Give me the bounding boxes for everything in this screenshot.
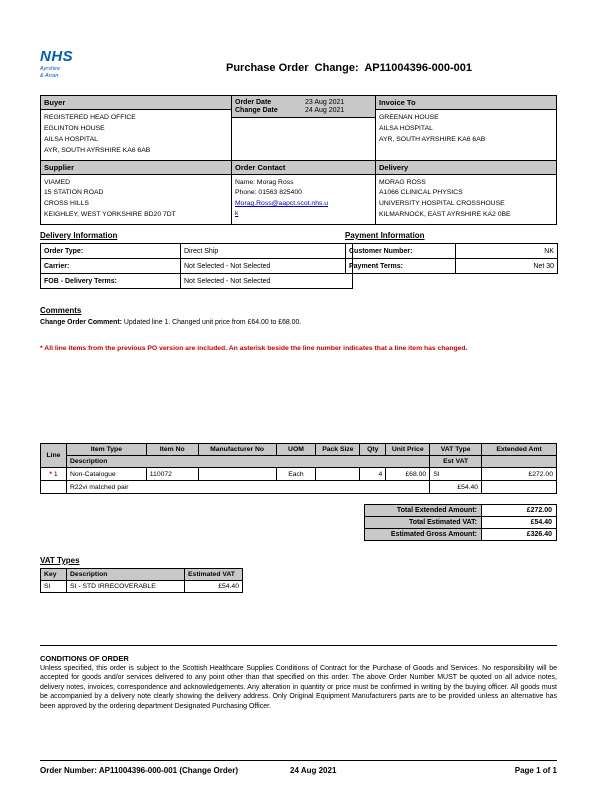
vat-key-cell: SI bbox=[41, 581, 67, 593]
pack-size-cell bbox=[316, 468, 360, 481]
vat-types-title: VAT Types bbox=[40, 556, 80, 565]
total-extended-label: Total Extended Amount: bbox=[364, 504, 482, 517]
vat-types-row bbox=[41, 581, 243, 593]
change-order-comment bbox=[40, 319, 557, 326]
col-header-est-vat: Est VAT bbox=[430, 456, 482, 468]
item-no-cell: 110072 bbox=[146, 468, 198, 481]
invoice-address-line: GREENAN HOUSE bbox=[379, 114, 439, 121]
order-date-label: Order Date bbox=[235, 99, 272, 106]
order-date-row bbox=[235, 99, 372, 106]
fob-terms-value: Not Selected - Not Selected bbox=[181, 274, 353, 289]
order-contact-details bbox=[232, 175, 375, 225]
qty-cell: 4 bbox=[360, 468, 386, 481]
vat-description-cell: SI - STD IRRECOVERABLE bbox=[67, 581, 185, 593]
extended-amt-cell: £272.00 bbox=[482, 468, 557, 481]
invoice-to-address bbox=[376, 110, 556, 160]
item-description-cell: R22vi matched pair bbox=[66, 481, 429, 494]
supplier-address-line: CROSS HILLS bbox=[44, 200, 89, 208]
totals-block bbox=[364, 505, 557, 541]
est-vat-cell: £54.40 bbox=[430, 481, 482, 494]
vat-key-header: Key bbox=[41, 569, 67, 581]
delivery-address-line: MORAG ROSS bbox=[379, 178, 426, 186]
col-header-uom: UOM bbox=[276, 444, 316, 456]
col-header-item-no: Item No bbox=[146, 444, 198, 456]
vat-types-table bbox=[40, 568, 243, 593]
delivery-info-row bbox=[41, 244, 353, 259]
estimated-gross-value: £326.40 bbox=[482, 528, 557, 541]
change-date-value: 24 Aug 2021 bbox=[305, 107, 345, 114]
section-divider bbox=[40, 645, 557, 646]
supplier-header: Supplier bbox=[41, 161, 231, 175]
payment-information-title: Payment Information bbox=[345, 231, 425, 240]
item-description-row bbox=[41, 481, 557, 494]
contact-name: Name: Morag Ross bbox=[235, 178, 294, 186]
vat-estimated-cell: £54.40 bbox=[185, 581, 243, 593]
dates-column bbox=[231, 96, 376, 160]
uom-cell: Each bbox=[276, 468, 316, 481]
buyer-header: Buyer bbox=[41, 96, 231, 110]
dates-column-spacer bbox=[232, 118, 375, 160]
unit-price-cell: £68.00 bbox=[386, 468, 430, 481]
item-row bbox=[41, 468, 557, 481]
vat-description-header: Description bbox=[67, 569, 185, 581]
payment-terms-label: Payment Terms: bbox=[346, 259, 456, 274]
delivery-address bbox=[376, 175, 556, 225]
delivery-information-title: Delivery Information bbox=[40, 231, 118, 240]
order-header-table bbox=[40, 95, 557, 225]
total-extended-value: £272.00 bbox=[482, 504, 557, 517]
supplier-address-line: VIAMED bbox=[44, 178, 71, 186]
change-indicator-note: * All line items from the previous PO version are included. An asterisk beside the line number indicates that a line item has changed. bbox=[40, 345, 468, 352]
line-items-table bbox=[40, 443, 557, 494]
payment-information-table bbox=[345, 243, 558, 274]
carrier-label: Carrier: bbox=[41, 259, 181, 274]
buyer-address-line: EGLINTON HOUSE bbox=[44, 124, 105, 132]
invoice-address-line: AILSA HOSPITAL bbox=[379, 124, 433, 132]
delivery-header: Delivery bbox=[376, 161, 556, 175]
invoice-address-line: AYR, SOUTH AYRSHIRE KA6 6AB bbox=[379, 135, 486, 143]
vat-estimated-header: Estimated VAT bbox=[185, 569, 243, 581]
buyer-address-line: REGISTERED HEAD OFFICE bbox=[44, 114, 136, 121]
delivery-info-row bbox=[41, 259, 353, 274]
nhs-logo bbox=[40, 48, 73, 81]
page-title: Purchase Order Change: AP11004396-000-001 bbox=[226, 62, 473, 74]
buyer-column bbox=[41, 96, 231, 160]
conditions-text: Unless specified, this order is subject to the Scottish Healthcare Supplies Conditions of Contract for the Purchase of Goods and Services. No responsibility will be accepted for goods and/or services delivered to any point other than that specified on this order. The above Order Number MUST be quoted on all advice notes, delivery notes, invoices, correspondence and acknowledgements. Any alteration in quantity or price must be confirmed in writing by the buying officer. All goods must be accompanied by a delivery note clearly showing the delivery address. Only Original Equipment Manufacturers parts are to be provided unless an alternative has been approved by the ordering department Designated Purchasing Officer. bbox=[40, 665, 557, 710]
col-header-blank bbox=[482, 456, 557, 468]
delivery-address-line: UNIVERSITY HOSPITAL CROSSHOUSE bbox=[379, 200, 505, 208]
nhs-region-line2: & Arran bbox=[40, 73, 59, 80]
changed-line-asterisk: * bbox=[49, 470, 52, 478]
nhs-logo-region bbox=[40, 66, 73, 81]
items-header-row-2 bbox=[41, 456, 557, 468]
change-order-comment-text: Updated line 1. Changed unit price from £64.00 to £68.00. bbox=[123, 319, 302, 326]
line-number-blank-cell bbox=[41, 481, 67, 494]
payment-info-row bbox=[346, 259, 558, 274]
delivery-information-table bbox=[40, 243, 353, 289]
supplier-address-line: KEIGHLEY, WEST YORKSHIRE BD20 7DT bbox=[44, 211, 176, 219]
buyer-address-line: AYR, SOUTH AYRSHIRE KA6 6AB bbox=[44, 146, 151, 154]
change-date-row bbox=[235, 107, 372, 114]
order-dates bbox=[232, 96, 375, 118]
order-type-value: Direct Ship bbox=[181, 244, 353, 259]
col-header-vat-type: VAT Type bbox=[430, 444, 482, 456]
buyer-address-line: AILSA HOSPITAL bbox=[44, 135, 98, 143]
invoice-to-column bbox=[376, 96, 556, 160]
vat-type-cell: SI bbox=[430, 468, 482, 481]
total-est-vat-value: £54.40 bbox=[482, 516, 557, 529]
payment-info-row bbox=[346, 244, 558, 259]
nhs-region-line1: Ayrshire bbox=[40, 66, 61, 72]
supplier-address bbox=[41, 175, 231, 225]
estimated-gross-label: Estimated Gross Amount: bbox=[364, 528, 482, 541]
footer-order-number: Order Number: AP11004396-000-001 (Change Order) bbox=[40, 766, 239, 775]
header-band-bottom bbox=[41, 160, 556, 225]
payment-terms-value: Net 30 bbox=[456, 259, 558, 274]
delivery-address-line: A1066 CLINICAL PHYSICS bbox=[379, 189, 463, 197]
customer-number-value: NK bbox=[456, 244, 558, 259]
conditions-title: CONDITIONS OF ORDER bbox=[40, 654, 129, 663]
manufacturer-no-cell bbox=[198, 468, 276, 481]
comments-title: Comments bbox=[40, 306, 82, 315]
items-header-row-1 bbox=[41, 444, 557, 456]
line-number-cell bbox=[41, 468, 67, 481]
contact-phone: Phone: 01563 825400 bbox=[235, 189, 302, 197]
total-est-vat-label: Total Estimated VAT: bbox=[364, 516, 482, 529]
line-number: 1 bbox=[53, 470, 58, 478]
change-date-label: Change Date bbox=[235, 107, 278, 114]
footer-date: 24 Aug 2021 bbox=[290, 766, 337, 775]
footer-page-indicator: Page 1 of 1 bbox=[514, 766, 557, 775]
supplier-address-line: 15 STATION ROAD bbox=[44, 189, 104, 197]
col-header-pack-size: Pack Size bbox=[316, 444, 360, 456]
estimated-gross-row bbox=[364, 528, 557, 541]
col-header-item-type: Item Type bbox=[66, 444, 146, 456]
carrier-value: Not Selected - Not Selected bbox=[181, 259, 353, 274]
customer-number-label: Customer Number: bbox=[346, 244, 456, 259]
delivery-info-row bbox=[41, 274, 353, 289]
col-header-manufacturer-no: Manufacturer No bbox=[198, 444, 276, 456]
col-header-description: Description bbox=[66, 456, 429, 468]
delivery-column bbox=[376, 161, 556, 225]
col-header-unit-price: Unit Price bbox=[386, 444, 430, 456]
supplier-column bbox=[41, 161, 231, 225]
invoice-to-header: Invoice To bbox=[376, 96, 556, 110]
delivery-address-line: KILMARNOCK, EAST AYRSHIRE KA2 0BE bbox=[379, 211, 511, 219]
extended-amt-blank-cell bbox=[482, 481, 557, 494]
buyer-address bbox=[41, 110, 231, 160]
page-footer bbox=[40, 760, 557, 775]
col-header-qty: Qty bbox=[360, 444, 386, 456]
order-contact-column bbox=[231, 161, 376, 225]
contact-email-link[interactable]: Morag.Ross@aapct.scot.nhs.uk bbox=[235, 200, 329, 217]
col-header-line: Line bbox=[41, 444, 67, 468]
order-type-label: Order Type: bbox=[41, 244, 181, 259]
vat-types-header-row bbox=[41, 569, 243, 581]
order-date-value: 23 Aug 2021 bbox=[305, 99, 345, 106]
header-band-top bbox=[41, 96, 556, 160]
order-contact-header: Order Contact bbox=[232, 161, 375, 175]
item-type-cell: Non-Catalogue bbox=[66, 468, 146, 481]
nhs-logo-text: NHS bbox=[40, 48, 74, 65]
col-header-extended-amt: Extended Amt bbox=[482, 444, 557, 456]
fob-terms-label: FOB - Delivery Terms: bbox=[41, 274, 181, 289]
change-order-comment-label: Change Order Comment: bbox=[40, 319, 122, 326]
